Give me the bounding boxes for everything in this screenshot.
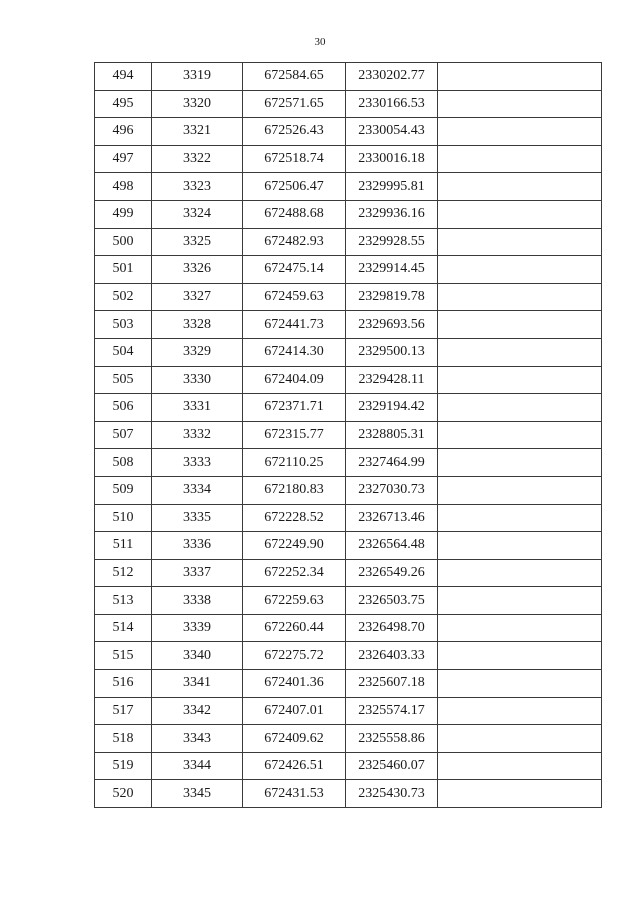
x-coordinate-cell: 672426.51 xyxy=(243,752,346,780)
row-index-cell: 520 xyxy=(95,780,152,808)
y-coordinate-cell: 2329995.81 xyxy=(346,173,438,201)
table-row xyxy=(95,752,602,780)
y-coordinate-cell: 2330016.18 xyxy=(346,145,438,173)
table-row xyxy=(95,449,602,477)
x-coordinate-cell: 672249.90 xyxy=(243,532,346,560)
coordinate-table-body xyxy=(95,63,602,808)
row-index-cell: 498 xyxy=(95,173,152,201)
x-coordinate-cell: 672259.63 xyxy=(243,587,346,615)
table-row xyxy=(95,118,602,146)
remarks-cell xyxy=(438,752,602,780)
remarks-cell xyxy=(438,228,602,256)
y-coordinate-cell: 2326549.26 xyxy=(346,559,438,587)
x-coordinate-cell: 672180.83 xyxy=(243,476,346,504)
y-coordinate-cell: 2325558.86 xyxy=(346,725,438,753)
table-row xyxy=(95,366,602,394)
x-coordinate-cell: 672401.36 xyxy=(243,670,346,698)
point-number-cell: 3331 xyxy=(152,394,243,422)
row-index-cell: 513 xyxy=(95,587,152,615)
x-coordinate-cell: 672526.43 xyxy=(243,118,346,146)
row-index-cell: 496 xyxy=(95,118,152,146)
row-index-cell: 503 xyxy=(95,311,152,339)
point-number-cell: 3328 xyxy=(152,311,243,339)
x-coordinate-cell: 672315.77 xyxy=(243,421,346,449)
row-index-cell: 510 xyxy=(95,504,152,532)
row-index-cell: 499 xyxy=(95,200,152,228)
x-coordinate-cell: 672441.73 xyxy=(243,311,346,339)
table-row xyxy=(95,145,602,173)
table-row xyxy=(95,504,602,532)
remarks-cell xyxy=(438,697,602,725)
row-index-cell: 515 xyxy=(95,642,152,670)
table-row xyxy=(95,587,602,615)
row-index-cell: 517 xyxy=(95,697,152,725)
table-row xyxy=(95,780,602,808)
y-coordinate-cell: 2327464.99 xyxy=(346,449,438,477)
row-index-cell: 495 xyxy=(95,90,152,118)
point-number-cell: 3344 xyxy=(152,752,243,780)
point-number-cell: 3334 xyxy=(152,476,243,504)
remarks-cell xyxy=(438,173,602,201)
table-row xyxy=(95,697,602,725)
point-number-cell: 3336 xyxy=(152,532,243,560)
y-coordinate-cell: 2329500.13 xyxy=(346,338,438,366)
y-coordinate-cell: 2326564.48 xyxy=(346,532,438,560)
point-number-cell: 3323 xyxy=(152,173,243,201)
remarks-cell xyxy=(438,421,602,449)
remarks-cell xyxy=(438,118,602,146)
remarks-cell xyxy=(438,311,602,339)
y-coordinate-cell: 2329194.42 xyxy=(346,394,438,422)
y-coordinate-cell: 2329819.78 xyxy=(346,283,438,311)
x-coordinate-cell: 672482.93 xyxy=(243,228,346,256)
remarks-cell xyxy=(438,63,602,91)
point-number-cell: 3325 xyxy=(152,228,243,256)
row-index-cell: 504 xyxy=(95,338,152,366)
point-number-cell: 3330 xyxy=(152,366,243,394)
row-index-cell: 514 xyxy=(95,614,152,642)
table-row xyxy=(95,532,602,560)
y-coordinate-cell: 2329914.45 xyxy=(346,256,438,284)
row-index-cell: 505 xyxy=(95,366,152,394)
table-row xyxy=(95,559,602,587)
x-coordinate-cell: 672407.01 xyxy=(243,697,346,725)
remarks-cell xyxy=(438,145,602,173)
table-row xyxy=(95,725,602,753)
point-number-cell: 3340 xyxy=(152,642,243,670)
table-row xyxy=(95,173,602,201)
point-number-cell: 3322 xyxy=(152,145,243,173)
remarks-cell xyxy=(438,476,602,504)
y-coordinate-cell: 2330202.77 xyxy=(346,63,438,91)
row-index-cell: 501 xyxy=(95,256,152,284)
remarks-cell xyxy=(438,366,602,394)
x-coordinate-cell: 672260.44 xyxy=(243,614,346,642)
table-row xyxy=(95,338,602,366)
x-coordinate-cell: 672584.65 xyxy=(243,63,346,91)
remarks-cell xyxy=(438,338,602,366)
table-row xyxy=(95,394,602,422)
y-coordinate-cell: 2329928.55 xyxy=(346,228,438,256)
y-coordinate-cell: 2326498.70 xyxy=(346,614,438,642)
table-row xyxy=(95,614,602,642)
y-coordinate-cell: 2330054.43 xyxy=(346,118,438,146)
row-index-cell: 516 xyxy=(95,670,152,698)
point-number-cell: 3335 xyxy=(152,504,243,532)
table-row xyxy=(95,256,602,284)
remarks-cell xyxy=(438,670,602,698)
x-coordinate-cell: 672252.34 xyxy=(243,559,346,587)
x-coordinate-cell: 672110.25 xyxy=(243,449,346,477)
y-coordinate-cell: 2325607.18 xyxy=(346,670,438,698)
coordinate-table xyxy=(94,62,602,808)
y-coordinate-cell: 2330166.53 xyxy=(346,90,438,118)
page-number: 30 xyxy=(314,36,326,48)
point-number-cell: 3332 xyxy=(152,421,243,449)
remarks-cell xyxy=(438,780,602,808)
y-coordinate-cell: 2329693.56 xyxy=(346,311,438,339)
table-row xyxy=(95,228,602,256)
row-index-cell: 507 xyxy=(95,421,152,449)
remarks-cell xyxy=(438,614,602,642)
table-row xyxy=(95,283,602,311)
table-row xyxy=(95,200,602,228)
remarks-cell xyxy=(438,504,602,532)
y-coordinate-cell: 2327030.73 xyxy=(346,476,438,504)
point-number-cell: 3345 xyxy=(152,780,243,808)
row-index-cell: 519 xyxy=(95,752,152,780)
remarks-cell xyxy=(438,725,602,753)
remarks-cell xyxy=(438,394,602,422)
table-row xyxy=(95,670,602,698)
row-index-cell: 502 xyxy=(95,283,152,311)
y-coordinate-cell: 2328805.31 xyxy=(346,421,438,449)
y-coordinate-cell: 2325574.17 xyxy=(346,697,438,725)
point-number-cell: 3343 xyxy=(152,725,243,753)
table-row xyxy=(95,421,602,449)
y-coordinate-cell: 2326713.46 xyxy=(346,504,438,532)
point-number-cell: 3327 xyxy=(152,283,243,311)
y-coordinate-cell: 2329428.11 xyxy=(346,366,438,394)
x-coordinate-cell: 672414.30 xyxy=(243,338,346,366)
row-index-cell: 509 xyxy=(95,476,152,504)
x-coordinate-cell: 672275.72 xyxy=(243,642,346,670)
remarks-cell xyxy=(438,200,602,228)
point-number-cell: 3341 xyxy=(152,670,243,698)
row-index-cell: 497 xyxy=(95,145,152,173)
remarks-cell xyxy=(438,90,602,118)
remarks-cell xyxy=(438,256,602,284)
point-number-cell: 3342 xyxy=(152,697,243,725)
point-number-cell: 3329 xyxy=(152,338,243,366)
remarks-cell xyxy=(438,532,602,560)
x-coordinate-cell: 672371.71 xyxy=(243,394,346,422)
row-index-cell: 511 xyxy=(95,532,152,560)
x-coordinate-cell: 672506.47 xyxy=(243,173,346,201)
remarks-cell xyxy=(438,642,602,670)
point-number-cell: 3339 xyxy=(152,614,243,642)
point-number-cell: 3319 xyxy=(152,63,243,91)
table-row xyxy=(95,63,602,91)
x-coordinate-cell: 672518.74 xyxy=(243,145,346,173)
x-coordinate-cell: 672571.65 xyxy=(243,90,346,118)
row-index-cell: 494 xyxy=(95,63,152,91)
table-row xyxy=(95,476,602,504)
point-number-cell: 3324 xyxy=(152,200,243,228)
row-index-cell: 518 xyxy=(95,725,152,753)
x-coordinate-cell: 672404.09 xyxy=(243,366,346,394)
remarks-cell xyxy=(438,283,602,311)
x-coordinate-cell: 672431.53 xyxy=(243,780,346,808)
remarks-cell xyxy=(438,559,602,587)
row-index-cell: 508 xyxy=(95,449,152,477)
point-number-cell: 3333 xyxy=(152,449,243,477)
y-coordinate-cell: 2326403.33 xyxy=(346,642,438,670)
table-row xyxy=(95,90,602,118)
y-coordinate-cell: 2325460.07 xyxy=(346,752,438,780)
remarks-cell xyxy=(438,449,602,477)
y-coordinate-cell: 2326503.75 xyxy=(346,587,438,615)
point-number-cell: 3338 xyxy=(152,587,243,615)
x-coordinate-cell: 672409.62 xyxy=(243,725,346,753)
row-index-cell: 512 xyxy=(95,559,152,587)
point-number-cell: 3326 xyxy=(152,256,243,284)
point-number-cell: 3321 xyxy=(152,118,243,146)
y-coordinate-cell: 2329936.16 xyxy=(346,200,438,228)
table-row xyxy=(95,642,602,670)
row-index-cell: 506 xyxy=(95,394,152,422)
point-number-cell: 3337 xyxy=(152,559,243,587)
x-coordinate-cell: 672488.68 xyxy=(243,200,346,228)
table-row xyxy=(95,311,602,339)
y-coordinate-cell: 2325430.73 xyxy=(346,780,438,808)
x-coordinate-cell: 672459.63 xyxy=(243,283,346,311)
remarks-cell xyxy=(438,587,602,615)
x-coordinate-cell: 672475.14 xyxy=(243,256,346,284)
point-number-cell: 3320 xyxy=(152,90,243,118)
x-coordinate-cell: 672228.52 xyxy=(243,504,346,532)
row-index-cell: 500 xyxy=(95,228,152,256)
